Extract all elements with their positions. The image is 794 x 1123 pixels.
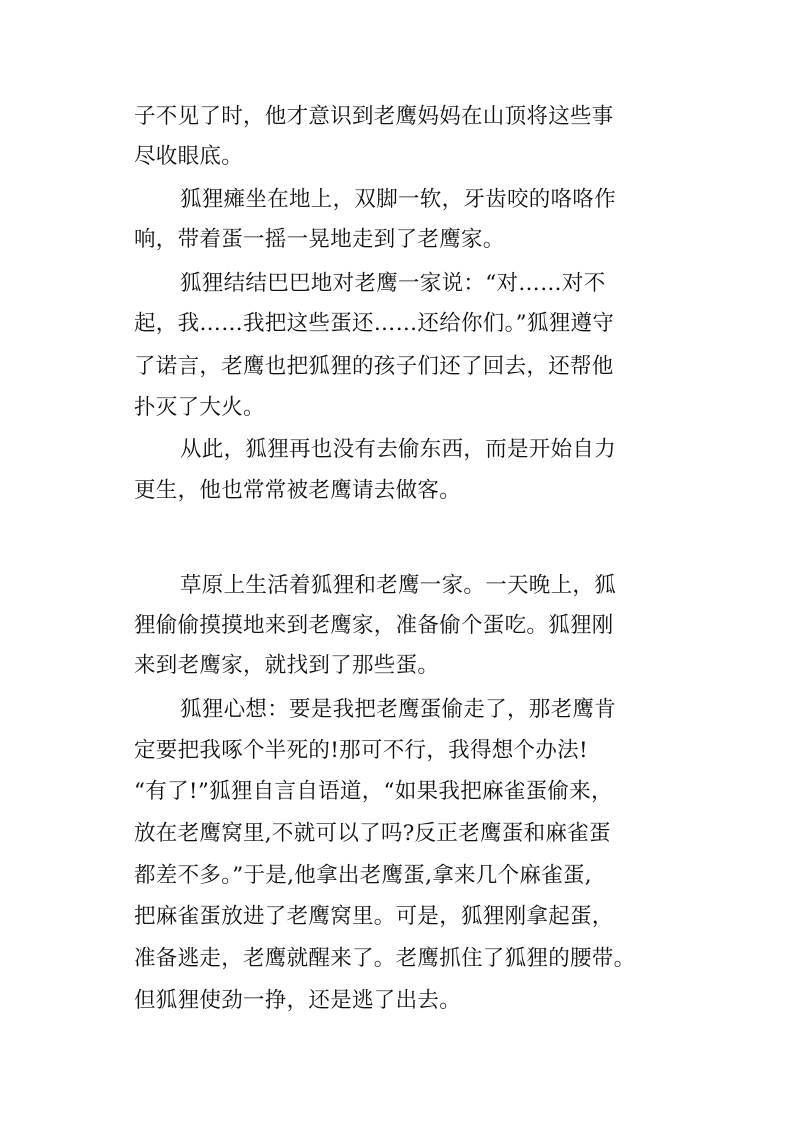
text-line: 响，带着蛋一摇一晃地走到了老鹰家。: [134, 227, 505, 252]
text-line: “有了!”狐狸自言自语道，“如果我把麻雀蛋偷来，: [134, 779, 613, 804]
text-line: 尽收眼底。: [134, 144, 244, 169]
text-line: 准备逃走，老鹰就醒来了。老鹰抓住了狐狸的腰带。: [134, 946, 636, 971]
text-line: 子不见了时，他才意识到老鹰妈妈在山顶将这些事: [134, 104, 614, 129]
text-line: 定要把我啄个半死的!那可不行，我得想个办法!: [134, 738, 588, 763]
text-line: 放在老鹰窝里,不就可以了吗?反正老鹰蛋和麻雀蛋: [134, 821, 611, 846]
text-line: 都差不多。”于是,他拿出老鹰蛋,拿来几个麻雀蛋,: [134, 863, 592, 888]
text-line: 更生，他也常常被老鹰请去做客。: [134, 478, 462, 503]
text-line: 了诺言，老鹰也把狐狸的孩子们还了回去，还帮他: [134, 354, 614, 379]
text-line: 狐狸结结巴巴地对老鹰一家说：“对……对不: [180, 271, 606, 296]
text-line: 把麻雀蛋放进了老鹰窝里。可是，狐狸刚拿起蛋，: [134, 904, 614, 929]
text-line: 但狐狸使劲一挣，还是逃了出去。: [134, 988, 462, 1013]
text-line: 从此，狐狸再也没有去偷东西，而是开始自力: [180, 437, 617, 462]
text-line: 来到老鹰家，就找到了那些蛋。: [134, 653, 440, 678]
text-line: 狸偷偷摸摸地来到老鹰家，准备偷个蛋吃。狐狸刚: [134, 613, 614, 638]
text-line: 扑灭了大火。: [134, 395, 265, 420]
text-line: 草原上生活着狐狸和老鹰一家。一天晚上，狐: [180, 573, 617, 598]
text-line: 起，我……我把这些蛋还……还给你们。”狐狸遵守: [134, 311, 615, 336]
text-line: 狐狸瘫坐在地上，双脚一软，牙齿咬的咯咯作: [180, 187, 617, 212]
text-line: 狐狸心想：要是我把老鹰蛋偷走了，那老鹰肯: [180, 697, 617, 722]
